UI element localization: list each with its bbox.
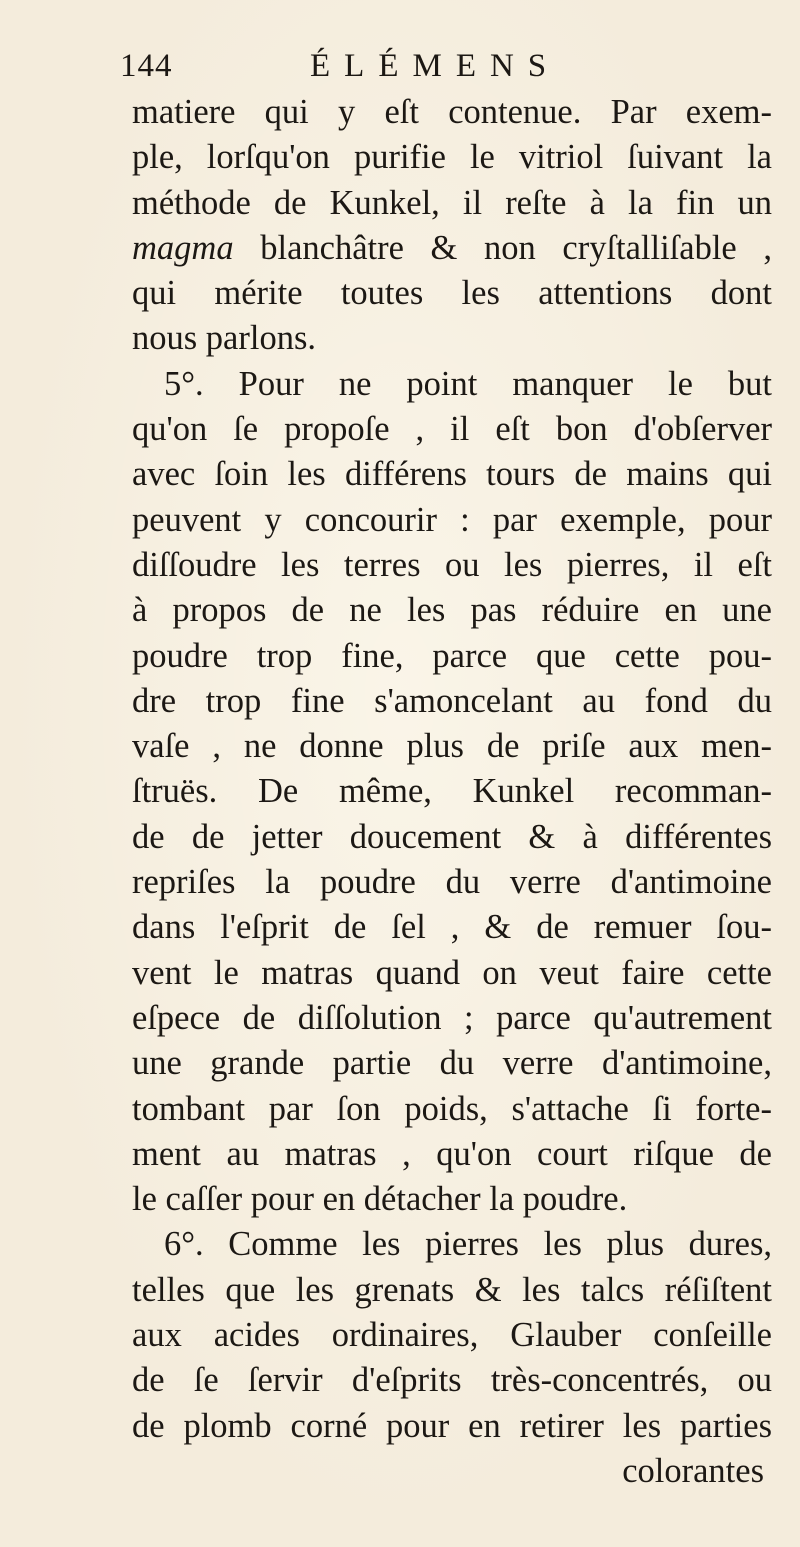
text-line: poudre trop fine, parce que cette pou-: [132, 636, 772, 675]
text-line: une grande partie du verre d'antimoine,: [132, 1044, 772, 1083]
text-line: avec ſoin les différens tours de mains qui: [132, 455, 772, 494]
text-line: de plomb corné pour en retirer les parties: [132, 1406, 772, 1445]
body-text: [132, 90, 772, 1494]
catchword-line: colorantes: [622, 1451, 764, 1490]
italic-term: magma: [132, 228, 234, 267]
text-line: repriſes la poudre du verre d'antimoine: [132, 863, 772, 902]
text-line: peuvent y concourir : par exemple, pour: [132, 500, 772, 539]
text-line: qu'on ſe propoſe , il eſt bon d'obſerver: [132, 410, 772, 449]
text-line: matiere qui y eſt contenue. Par exem-: [132, 93, 772, 131]
text-line: telles que les grenats & les talcs réſiſtent: [132, 1270, 772, 1309]
paragraph-start-line: 5°. Pour ne point manquer le but: [164, 364, 772, 403]
paragraph-start-line: 6°. Comme les pierres les plus dures,: [164, 1225, 772, 1264]
page-number: 144: [120, 48, 173, 84]
text-line: le caſſer pour en détacher la poudre.: [132, 1180, 628, 1219]
text-line: qui mérite toutes les attentions dont: [132, 274, 772, 313]
text-line: ment au matras , qu'on court riſque de: [132, 1134, 772, 1173]
text-line-rest: blanchâtre & non cryſtalliſable ,: [260, 228, 772, 267]
text-line: [132, 226, 772, 271]
text-line: eſpece de diſſolution ; parce qu'autrement: [132, 998, 772, 1037]
text-line: ple, lorſqu'on purifie le vitriol ſuivant la: [132, 138, 772, 177]
text-line: dre trop fine s'amoncelant au fond du: [132, 681, 772, 720]
text-line: à propos de ne les pas réduire en une: [132, 591, 772, 630]
running-title: ÉLÉMENS: [310, 48, 561, 84]
text-line: méthode de Kunkel, il reſte à la fin un: [132, 183, 772, 222]
text-line: vaſe , ne donne plus de priſe aux men-: [132, 727, 772, 766]
page-header: [120, 42, 720, 90]
text-line: ſtruës. De même, Kunkel recomman-: [132, 772, 772, 811]
text-line: aux acides ordinaires, Glauber conſeille: [132, 1316, 772, 1355]
text-line: tombant par ſon poids, s'attache ſi forte-: [132, 1089, 772, 1128]
text-line: de ſe ſervir d'eſprits très-concentrés, ou: [132, 1361, 772, 1400]
text-line: de de jetter doucement & à différentes: [132, 817, 772, 856]
text-line: nous parlons.: [132, 319, 316, 358]
text-line: vent le matras quand on veut faire cette: [132, 953, 772, 992]
text-line: diſſoudre les terres ou les pierres, il eſt: [132, 545, 772, 584]
text-line: dans l'eſprit de ſel , & de remuer ſou-: [132, 908, 772, 947]
